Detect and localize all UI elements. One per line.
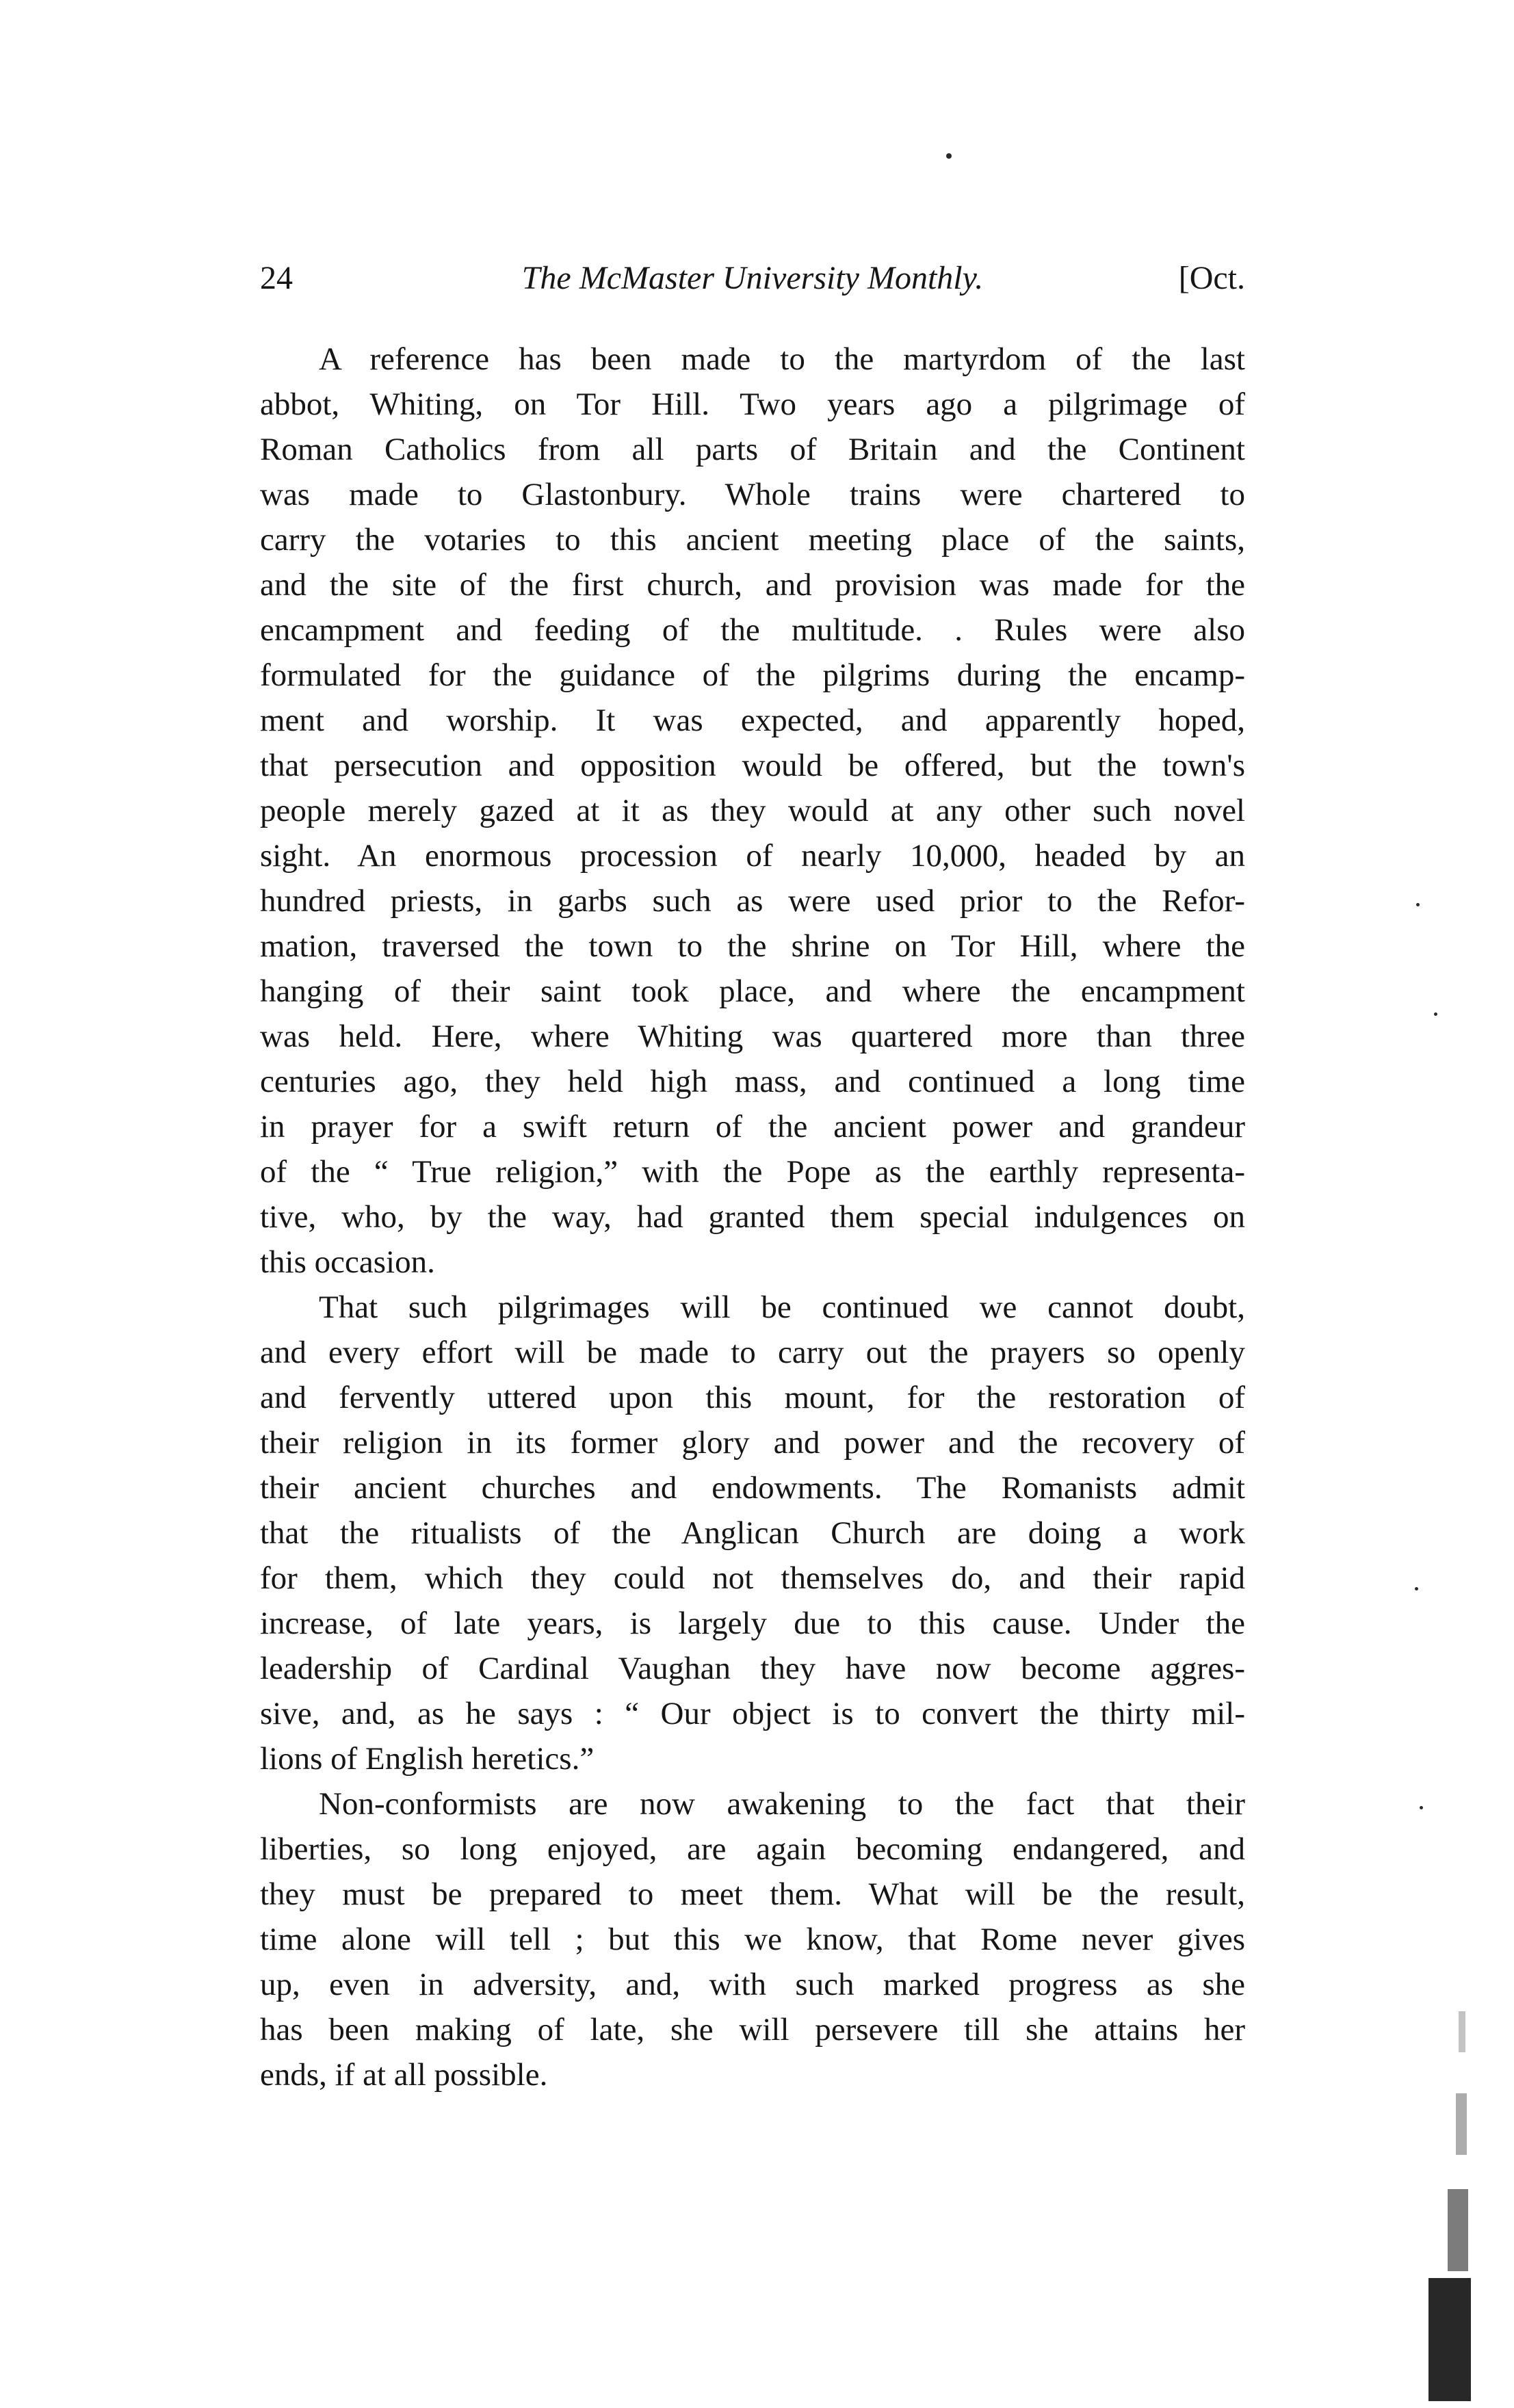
text-line: hanging of their saint took place, and where the encampment [260, 973, 1245, 1009]
text-line: liberties, so long enjoyed, are again becoming endangered, and [260, 1831, 1245, 1867]
text-line: for them, which they could not themselves do, and their rapid [260, 1560, 1245, 1596]
text-line: tive, who, by the way, had granted them special indulgences on [260, 1199, 1245, 1235]
text-line: of the “ True religion,” with the Pope as the earthly representa- [260, 1154, 1245, 1190]
text-line: hundred priests, in garbs such as were used prior to the Refor- [260, 883, 1245, 919]
text-line: leadership of Cardinal Vaughan they have now become aggres- [260, 1651, 1245, 1686]
text-line: ends, if at all possible. [260, 2057, 548, 2093]
text-line: Non-conformists are now awakening to the fact that their [319, 1786, 1245, 1822]
text-line: mation, traversed the town to the shrine on Tor Hill, where the [260, 928, 1245, 964]
text-line: their religion in its former glory and power and the recovery of [260, 1425, 1245, 1461]
text-line: carry the votaries to this ancient meeting place of the saints, [260, 522, 1245, 558]
page-number: 24 [260, 260, 293, 296]
text-line: was made to Glastonbury. Whole trains were chartered to [260, 477, 1245, 512]
paragraph [260, 1781, 1245, 2097]
text-line: formulated for the guidance of the pilgrims during the encamp- [260, 657, 1245, 693]
text-line: was held. Here, where Whiting was quartered more than three [260, 1019, 1245, 1054]
text-line: time alone will tell ; but this we know, that Rome never gives [260, 1922, 1245, 1957]
ink-speck [946, 153, 952, 159]
text-line: lions of English heretics.” [260, 1741, 595, 1777]
running-header [260, 254, 1245, 302]
text-line: sight. An enormous procession of nearly 10,000, headed by an [260, 838, 1245, 874]
text-line: and fervently uttered upon this mount, for the restoration of [260, 1380, 1245, 1415]
ink-speck [1434, 1012, 1437, 1016]
text-line: in prayer for a swift return of the ancient power and grandeur [260, 1109, 1245, 1144]
text-line: and the site of the first church, and provision was made for the [260, 567, 1245, 603]
text-line: that persecution and opposition would be offered, but the town's [260, 748, 1245, 783]
ink-speck [1415, 1587, 1418, 1591]
ink-speck [1420, 1806, 1423, 1809]
text-line: that the ritualists of the Anglican Church are doing a work [260, 1515, 1245, 1551]
paragraph [260, 337, 1245, 1285]
text-line: centuries ago, they held high mass, and continued a long time [260, 1064, 1245, 1099]
text-line: ment and worship. It was expected, and apparently hoped, [260, 703, 1245, 738]
text-line: sive, and, as he says : “ Our object is to convert the thirty mil- [260, 1696, 1245, 1731]
text-line: their ancient churches and endowments. The Romanists admit [260, 1470, 1245, 1506]
text-line: has been making of late, she will persevere till she attains her [260, 2012, 1245, 2047]
text-line: Roman Catholics from all parts of Britain and the Continent [260, 432, 1245, 467]
text-line: and every effort will be made to carry out the prayers so openly [260, 1335, 1245, 1370]
text-line: A reference has been made to the martyrdom of the last [319, 341, 1245, 377]
paragraph [260, 1285, 1245, 1781]
text-line: encampment and feeding of the multitude. . Rules were also [260, 612, 1245, 648]
issue-month: [Oct. [1178, 260, 1245, 296]
text-line: That such pilgrimages will be continued we cannot doubt, [319, 1290, 1245, 1325]
article-body [260, 337, 1245, 2097]
text-line: abbot, Whiting, on Tor Hill. Two years ago a pilgrimage of [260, 387, 1245, 422]
text-line: this occasion. [260, 1244, 435, 1280]
text-line: people merely gazed at it as they would at any other such novel [260, 793, 1245, 828]
text-line: increase, of late years, is largely due to this cause. Under the [260, 1606, 1245, 1641]
ink-speck [1416, 903, 1420, 906]
text-line: up, even in adversity, and, with such marked progress as she [260, 1967, 1245, 2002]
text-line: they must be prepared to meet them. What will be the result, [260, 1876, 1245, 1912]
running-title: The McMaster University Monthly. [521, 260, 984, 296]
